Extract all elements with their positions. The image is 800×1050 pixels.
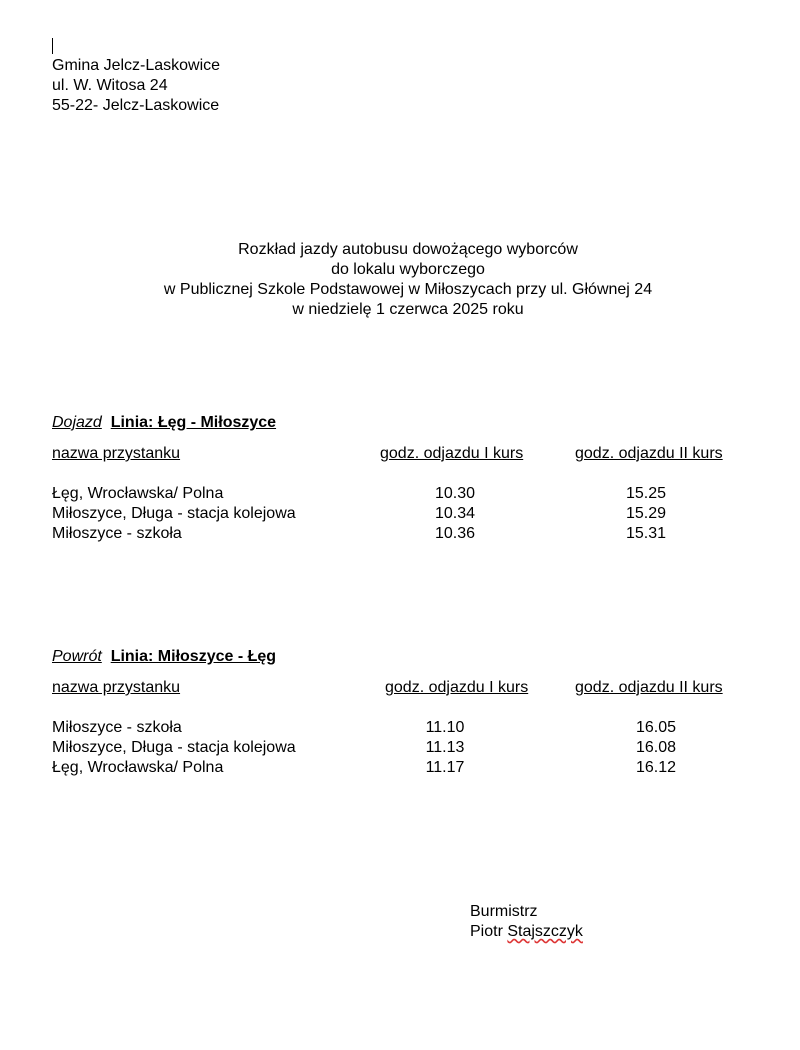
signature-block xyxy=(470,902,583,942)
return-row-2-run1: 11.13 xyxy=(425,739,465,756)
return-row-1-run2: 16.05 xyxy=(635,719,677,736)
outbound-row-3-run2: 15.31 xyxy=(625,525,667,542)
return-row-1-run1: 11.10 xyxy=(425,719,465,736)
outbound-row-1-run2: 15.25 xyxy=(625,485,667,502)
address-line-2: ul. W. Witosa 24 xyxy=(52,77,168,94)
outbound-row-2-run1: 10.34 xyxy=(434,505,476,522)
title-line-1: Rozkład jazdy autobusu dowożącego wyborców xyxy=(238,241,578,258)
return-row-2-run2: 16.08 xyxy=(635,739,677,756)
address-block xyxy=(52,56,220,116)
title-line-3: w Publicznej Szkole Podstawowej w Miłoszycach przy ul. Głównej 24 xyxy=(163,281,653,298)
return-kind: Powrót xyxy=(52,648,102,665)
outbound-kind: Dojazd xyxy=(52,414,102,431)
outbound-col-run1: godz. odjazdu I kurs xyxy=(380,445,524,462)
outbound-heading xyxy=(52,413,276,433)
outbound-line: Linia: Łęg - Miłoszyce xyxy=(110,414,277,431)
document-title xyxy=(0,240,800,320)
return-row-3-run1: 11.17 xyxy=(425,759,465,776)
return-heading xyxy=(52,647,276,667)
outbound-col-run2: godz. odjazdu II kurs xyxy=(575,445,723,462)
return-row-3-stop: Łęg, Wrocławska/ Polna xyxy=(52,759,224,776)
return-row-1-stop: Miłoszyce - szkoła xyxy=(52,719,182,736)
outbound-row-3-run1: 10.36 xyxy=(434,525,476,542)
signature-first-name: Piotr xyxy=(470,923,503,940)
signature-name xyxy=(470,922,583,942)
outbound-row-2-stop: Miłoszyce, Długa - stacja kolejowa xyxy=(52,505,296,522)
signature-last-name: Stajszczyk xyxy=(507,923,583,940)
outbound-row-1-run1: 10.30 xyxy=(434,485,476,502)
signature-role: Burmistrz xyxy=(470,903,538,920)
return-row-2-stop: Miłoszyce, Długa - stacja kolejowa xyxy=(52,739,296,756)
text-cursor xyxy=(52,38,53,54)
title-line-4: w niedzielę 1 czerwca 2025 roku xyxy=(292,301,524,318)
return-col-run1: godz. odjazdu I kurs xyxy=(385,679,529,696)
return-col-run2: godz. odjazdu II kurs xyxy=(575,679,723,696)
address-line-3: 55-22- Jelcz-Laskowice xyxy=(52,97,220,114)
outbound-row-1-stop: Łęg, Wrocławska/ Polna xyxy=(52,485,224,502)
address-line-1: Gmina Jelcz-Laskowice xyxy=(52,57,221,74)
title-line-2: do lokalu wyborczego xyxy=(331,261,485,278)
return-row-3-run2: 16.12 xyxy=(635,759,677,776)
return-col-stop: nazwa przystanku xyxy=(52,679,181,696)
outbound-row-3-stop: Miłoszyce - szkoła xyxy=(52,525,182,542)
return-line: Linia: Miłoszyce - Łęg xyxy=(110,648,277,665)
outbound-col-stop: nazwa przystanku xyxy=(52,445,181,462)
outbound-row-2-run2: 15.29 xyxy=(625,505,667,522)
